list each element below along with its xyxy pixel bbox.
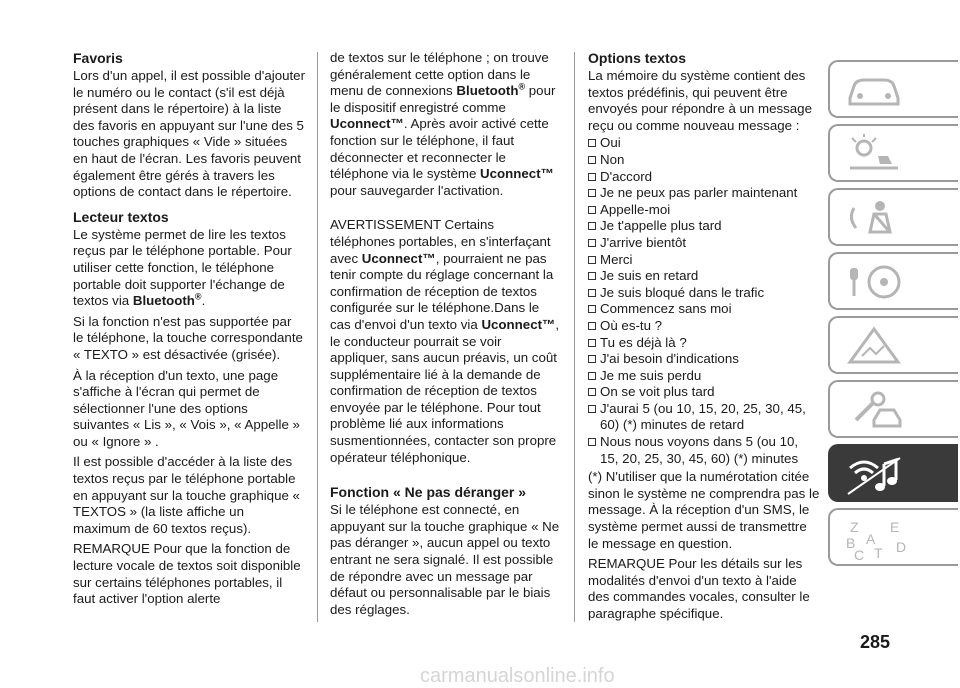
list-item: Je ne peux pas parler maintenant — [588, 185, 820, 202]
options-list — [588, 135, 820, 467]
checkbox-bullet-icon — [588, 372, 596, 380]
chapter-tabs — [828, 60, 960, 572]
column-divider-1 — [317, 52, 318, 622]
favoris-body: Lors d'un appel, il est possible d'ajouter le numéro ou le contact (s'il est déjà présent dans le répertoire) à la liste des favoris en appuyant sur l'une des 5 touches graphiques « Vide » situées en haut de l'écran. Les favoris peuvent également être gérés à travers les options de contact dans le répertoire. — [73, 68, 306, 200]
footer-watermark: carmanualsonline.info — [420, 665, 615, 687]
tab-safety[interactable] — [828, 188, 958, 246]
options-note: (*) N'utiliser que la numérotation citée sinon le système ne comprendra pas le message. À la réception d'un SMS, le système permet aussi de transmettre le message en question. — [588, 469, 820, 551]
list-item: Appelle-moi — [588, 202, 820, 219]
checkbox-bullet-icon — [588, 305, 596, 313]
options-remark: REMARQUE Pour les détails sur les modalités d'envoi d'un texto à l'aide des commandes vocales, consulter le paragraphe spécifique. — [588, 556, 810, 621]
index-letters-icon — [844, 518, 924, 562]
checkbox-bullet-icon — [588, 156, 596, 164]
warning-triangle-icon — [844, 326, 904, 366]
key-steering-icon — [844, 262, 904, 302]
list-item: D'accord — [588, 169, 820, 186]
column-3 — [588, 50, 820, 627]
column-divider-2 — [574, 52, 575, 622]
list-item: Je me suis perdu — [588, 368, 820, 385]
checkbox-bullet-icon — [588, 322, 596, 330]
list-item: On se voit plus tard — [588, 384, 820, 401]
tab-letter: C — [854, 547, 865, 562]
dnd-body: Si le téléphone est connecté, en appuyant sur la touche graphique « Ne pas déranger », aucun appel ou texto entrant ne sera signalé. Il est possible de répondre avec un message par défaut ou personnalisable par le biais des réglages. — [330, 502, 560, 617]
lecteur-p5: REMARQUE Pour que la fonction de lecture vocale de textos soit disponible sur certains téléphones portables, il faut activer l'option alerte — [73, 541, 301, 607]
tab-dashboard[interactable] — [828, 124, 958, 182]
options-intro: La mémoire du système contient des textos prédéfinis, qui peuvent être envoyés pour répondre à un message reçu ou comme nouveau message : — [588, 68, 812, 133]
checkbox-bullet-icon — [588, 256, 596, 264]
list-item: Nous nous voyons dans 5 (ou 10, 15, 20, 25, 30, 45, 60) (*) minutes — [588, 434, 820, 467]
list-item: Je t'appelle plus tard — [588, 218, 820, 235]
tab-letter: B — [846, 535, 856, 551]
list-item: Non — [588, 152, 820, 169]
list-item: Je suis en retard — [588, 268, 820, 285]
col2-warning: AVERTISSEMENT Certains téléphones portables, en s'interfaçant avec Uconnect™, pourraient ne pas tenir compte du réglage concernant la confirmation de réception de textos configurée sur le téléphone.Dans le cas d'envoi d'un texto via Uconnect™, le conducteur pourrait se voir appliquer, sans aucun préavis, un coût supplémentaire lié à la demande de confirmation de réception de textos envoyée par le téléphone. Pour tout problème lié aux informations susmentionnées, contacter son propre opérateur téléphonique. — [330, 217, 560, 465]
col2-p1: de textos sur le téléphone ; on trouve généralement cette option dans le menu de connexions Bluetooth® pour le dispositif enregistré comme Uconnect™. Après avoir activé cette fonction sur le téléphone, il faut déconnecter et reconnecter le téléphone via le système Uconnect™ pour sauvegarder l'activation. — [330, 50, 556, 198]
checkbox-bullet-icon — [588, 289, 596, 297]
lecteur-p3: À la réception d'un texto, une page s'affiche à l'écran qui permet de sélectionner l'une des options suivantes « Lis », « Vois », « Appelle » ou « Ignore » . — [73, 367, 300, 449]
list-item: Où es-tu ? — [588, 318, 820, 335]
options-heading: Options textos — [588, 50, 687, 66]
lecteur-heading: Lecteur textos — [73, 208, 169, 225]
checkbox-bullet-icon — [588, 222, 596, 230]
tab-multimedia[interactable] — [828, 444, 958, 502]
tab-starting[interactable] — [828, 252, 958, 310]
list-item: J'ai besoin d'indications — [588, 351, 820, 368]
checkbox-bullet-icon — [588, 272, 596, 280]
wrench-car-icon — [844, 390, 904, 430]
seatbelt-airbag-icon — [844, 198, 904, 238]
lecteur-p4: Il est possible d'accéder à la liste des textos reçus par le téléphone portable en appuyant sur la touche graphique « TEXTOS » (la liste affiche un maximum de 60 textos reçus). — [73, 454, 300, 536]
tab-letter: T — [874, 545, 883, 561]
tab-emergency[interactable] — [828, 316, 958, 374]
checkbox-bullet-icon — [588, 405, 596, 413]
dashboard-lights-icon — [844, 134, 904, 174]
list-item: J'arrive bientôt — [588, 235, 820, 252]
checkbox-bullet-icon — [588, 355, 596, 363]
list-item: Oui — [588, 135, 820, 152]
tab-letter: A — [866, 531, 876, 547]
column-1 — [73, 50, 305, 612]
car-icon — [844, 70, 904, 110]
checkbox-bullet-icon — [588, 173, 596, 181]
checkbox-bullet-icon — [588, 206, 596, 214]
checkbox-bullet-icon — [588, 239, 596, 247]
tab-letter: Z — [850, 519, 859, 535]
tab-letter: E — [890, 519, 900, 535]
dnd-heading: Fonction « Ne pas déranger » — [330, 484, 527, 501]
list-item: J'aurai 5 (ou 10, 15, 20, 25, 30, 45, 60) (*) minutes de retard — [588, 401, 820, 434]
checkbox-bullet-icon — [588, 388, 596, 396]
checkbox-bullet-icon — [588, 438, 596, 446]
list-item: Tu es déjà là ? — [588, 335, 820, 352]
favoris-heading: Favoris — [73, 50, 123, 66]
tab-maintenance[interactable] — [828, 380, 958, 438]
tab-vehicle[interactable] — [828, 60, 958, 118]
checkbox-bullet-icon — [588, 189, 596, 197]
checkbox-bullet-icon — [588, 139, 596, 147]
tab-letter: D — [896, 539, 907, 555]
list-item: Je suis bloqué dans le trafic — [588, 285, 820, 302]
lecteur-p2: Si la fonction n'est pas supportée par le téléphone, la touche correspondante « TEXTO » est désactivée (grisée). — [73, 313, 303, 362]
page-number: 285 — [860, 632, 891, 652]
list-item: Commencez sans moi — [588, 301, 820, 318]
tab-index[interactable] — [828, 508, 958, 566]
column-2 — [330, 50, 562, 622]
checkbox-bullet-icon — [588, 339, 596, 347]
multimedia-icon — [844, 454, 904, 498]
list-item: Merci — [588, 252, 820, 269]
lecteur-p1: Le système permet de lire les textos reçus par le téléphone portable. Pour utiliser cette fonction, le téléphone portable doit supporter l'échange de textos via Bluetooth®. — [73, 226, 292, 309]
